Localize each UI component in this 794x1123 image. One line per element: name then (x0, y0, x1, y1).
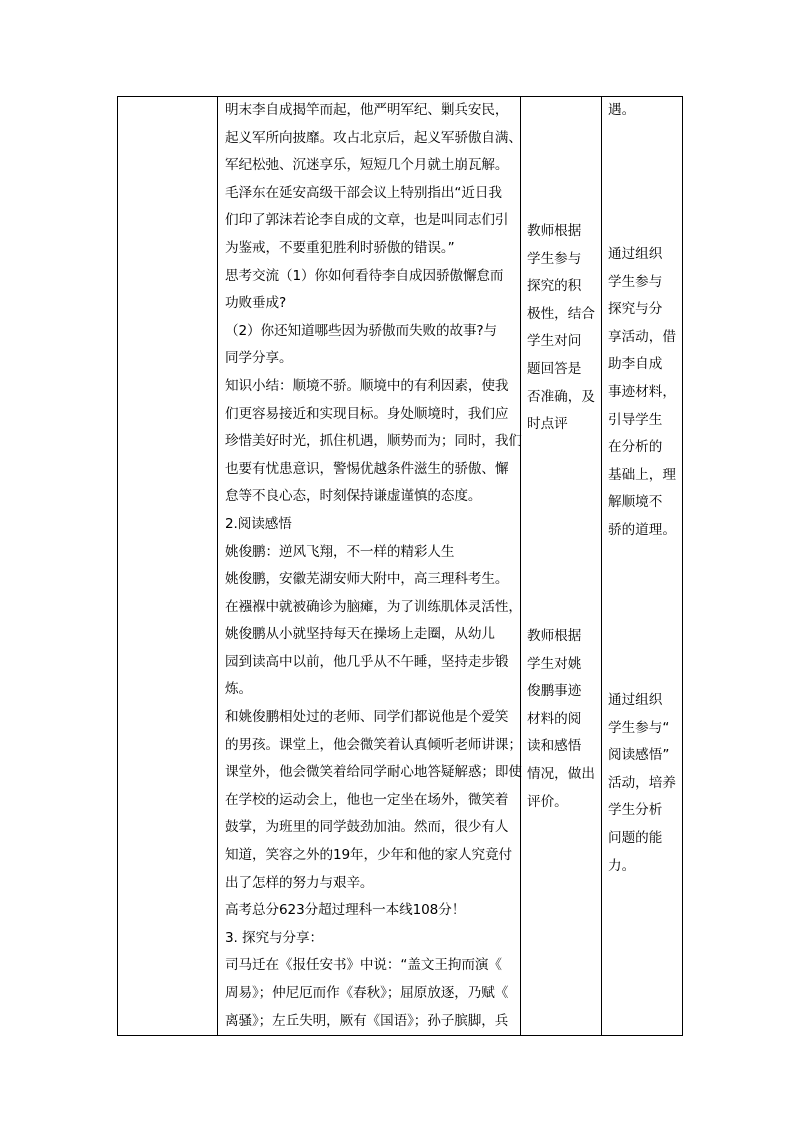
evaluation-note (521, 218, 601, 439)
text-line: 情况，做出 (527, 765, 595, 782)
teaching-content (218, 97, 520, 1035)
text-line: 助李自成 (608, 356, 663, 373)
text-line: 明末李自成揭竿而起，他严明军纪、剿兵安民， (225, 102, 509, 118)
text-line: 力。 (608, 857, 636, 874)
text-line: 军纪松弛、沉迷享乐，短短几个月就土崩瓦解。 (225, 157, 509, 174)
evaluation-cell (521, 97, 602, 1036)
text-line: 高考总分623分超过理科一本线108分！ (225, 902, 466, 919)
text-line: 出了怎样的努力与艰辛。 (225, 874, 374, 891)
text-line: 们印了郭沫若论李自成的文章，也是叫同志们引 (225, 212, 509, 229)
text-line: 姚俊鹏从小就坚持每天在操场上走圈，从幼儿 (225, 626, 495, 643)
text-line: 毛泽东在延安高级干部会议上特别指出“近日我 (225, 184, 502, 201)
text-line: 为鉴戒，不要重犯胜利时骄傲的错误。” (225, 239, 455, 256)
text-line: 通过组织 (608, 692, 663, 708)
text-line: 在襁褓中就被确诊为脑瘫，为了训练肌体灵活性， (225, 598, 522, 615)
text-line: 探究与分 (608, 301, 663, 318)
text-line: 炼。 (225, 681, 252, 698)
text-line: 学生分析 (608, 802, 663, 819)
text-line: 在学校的运动会上，他也一定坐在场外，微笑着 (225, 791, 509, 808)
purpose-cell (602, 97, 683, 1036)
text-line: 学生参与 (527, 250, 582, 267)
design-intent (602, 687, 682, 880)
text-line: 学生参与“ (608, 719, 670, 736)
text-line: 司马迁在《报任安书》中说：“盖文王拘而演《 (225, 957, 502, 974)
text-line: 珍惜美好时光，抓住机遇，顺势而为；同时，我们 (225, 433, 522, 450)
text-line: 事迹材料， (608, 383, 676, 400)
table-row (118, 97, 683, 1036)
text-line: 遇。 (608, 102, 636, 118)
text-line: 读和感悟 (527, 738, 582, 755)
text-line: 姚俊鹏，安徽芜湖安师大附中，高三理科考生。 (225, 571, 509, 588)
text-line: 基础上，理 (608, 466, 676, 483)
content-cell (218, 97, 521, 1036)
text-line: 学生对姚 (527, 655, 582, 672)
text-line: 思考交流（1）你如何看待李自成因骄傲懈怠而 (225, 267, 504, 284)
text-line: 的男孩。课堂上，他会微笑着认真倾听老师讲课； (225, 736, 522, 753)
text-line: 2.阅读感悟 (225, 515, 292, 532)
text-line: 享活动，借 (608, 328, 676, 345)
text-line: 极性，结合 (527, 305, 595, 322)
text-line: 解顺境不 (608, 494, 663, 511)
text-line: 学生参与 (608, 273, 663, 290)
text-line: 引导学生 (608, 411, 663, 428)
text-line: 知道，笑容之外的19年，少年和他的家人究竟付 (225, 847, 512, 864)
text-line: 园到读高中以前，他几乎从不午睡，坚持走步锻 (225, 653, 509, 670)
text-line: 同学分享。 (225, 350, 293, 367)
text-line: 们更容易接近和实现目标。身处顺境时，我们应 (225, 405, 509, 422)
text-line: 起义军所向披靡。攻占北京后，起义军骄傲自满、 (225, 129, 522, 146)
evaluation-note (521, 623, 601, 816)
text-line: 否准确，及 (527, 388, 595, 405)
text-line: （2）你还知道哪些因为骄傲而失败的故事?与 (225, 322, 498, 339)
text-line: 鼓掌，为班里的同学鼓劲加油。然而，很少有人 (225, 819, 509, 836)
text-line: 和姚俊鹏相处过的老师、同学们都说他是个爱笑 (225, 709, 509, 726)
design-intent (602, 241, 682, 545)
design-intent (602, 97, 682, 125)
text-line: 评价。 (527, 793, 568, 810)
text-line: 阅读感悟” (608, 747, 670, 764)
text-line: 离骚》；左丘失明，厥有《国语》；孙子膑脚，兵 (225, 1012, 509, 1029)
text-line: 通过组织 (608, 246, 663, 262)
text-line: 教师根据 (527, 628, 582, 644)
text-line: 姚俊鹏：逆风飞翔，不一样的精彩人生 (225, 543, 455, 560)
text-line: 在分析的 (608, 439, 663, 456)
text-line: 3. 探究与分享： (225, 929, 323, 946)
text-line: 也要有忧患意识，警惕优越条件滋生的骄傲、懈 (225, 460, 509, 477)
blank-cell (118, 97, 218, 1036)
text-line: 问题的能 (608, 829, 663, 846)
lesson-plan-table (117, 96, 683, 1036)
text-line: 怠等不良心态，时刻保持谦虚谨慎的态度。 (225, 488, 482, 505)
text-line: 材料的阅 (527, 710, 582, 727)
text-line: 周易》；仲尼厄而作《春秋》；屈原放逐，乃赋《 (225, 985, 509, 1001)
text-line: 探究的积 (527, 278, 582, 295)
text-line: 俊鹏事迹 (527, 683, 582, 700)
text-line: 骄的道理。 (608, 521, 676, 538)
text-line: 学生对问 (527, 333, 582, 350)
text-line: 教师根据 (527, 223, 582, 239)
text-line: 活动，培养 (608, 774, 676, 791)
text-line: 课堂外，他会微笑着给同学耐心地答疑解惑；即使 (225, 764, 522, 781)
text-line: 功败垂成? (225, 295, 287, 312)
text-line: 时点评 (527, 416, 568, 433)
text-line: 题回答是 (527, 360, 582, 377)
text-line: 知识小结：顺境不骄。顺境中的有利因素，使我 (225, 377, 509, 394)
